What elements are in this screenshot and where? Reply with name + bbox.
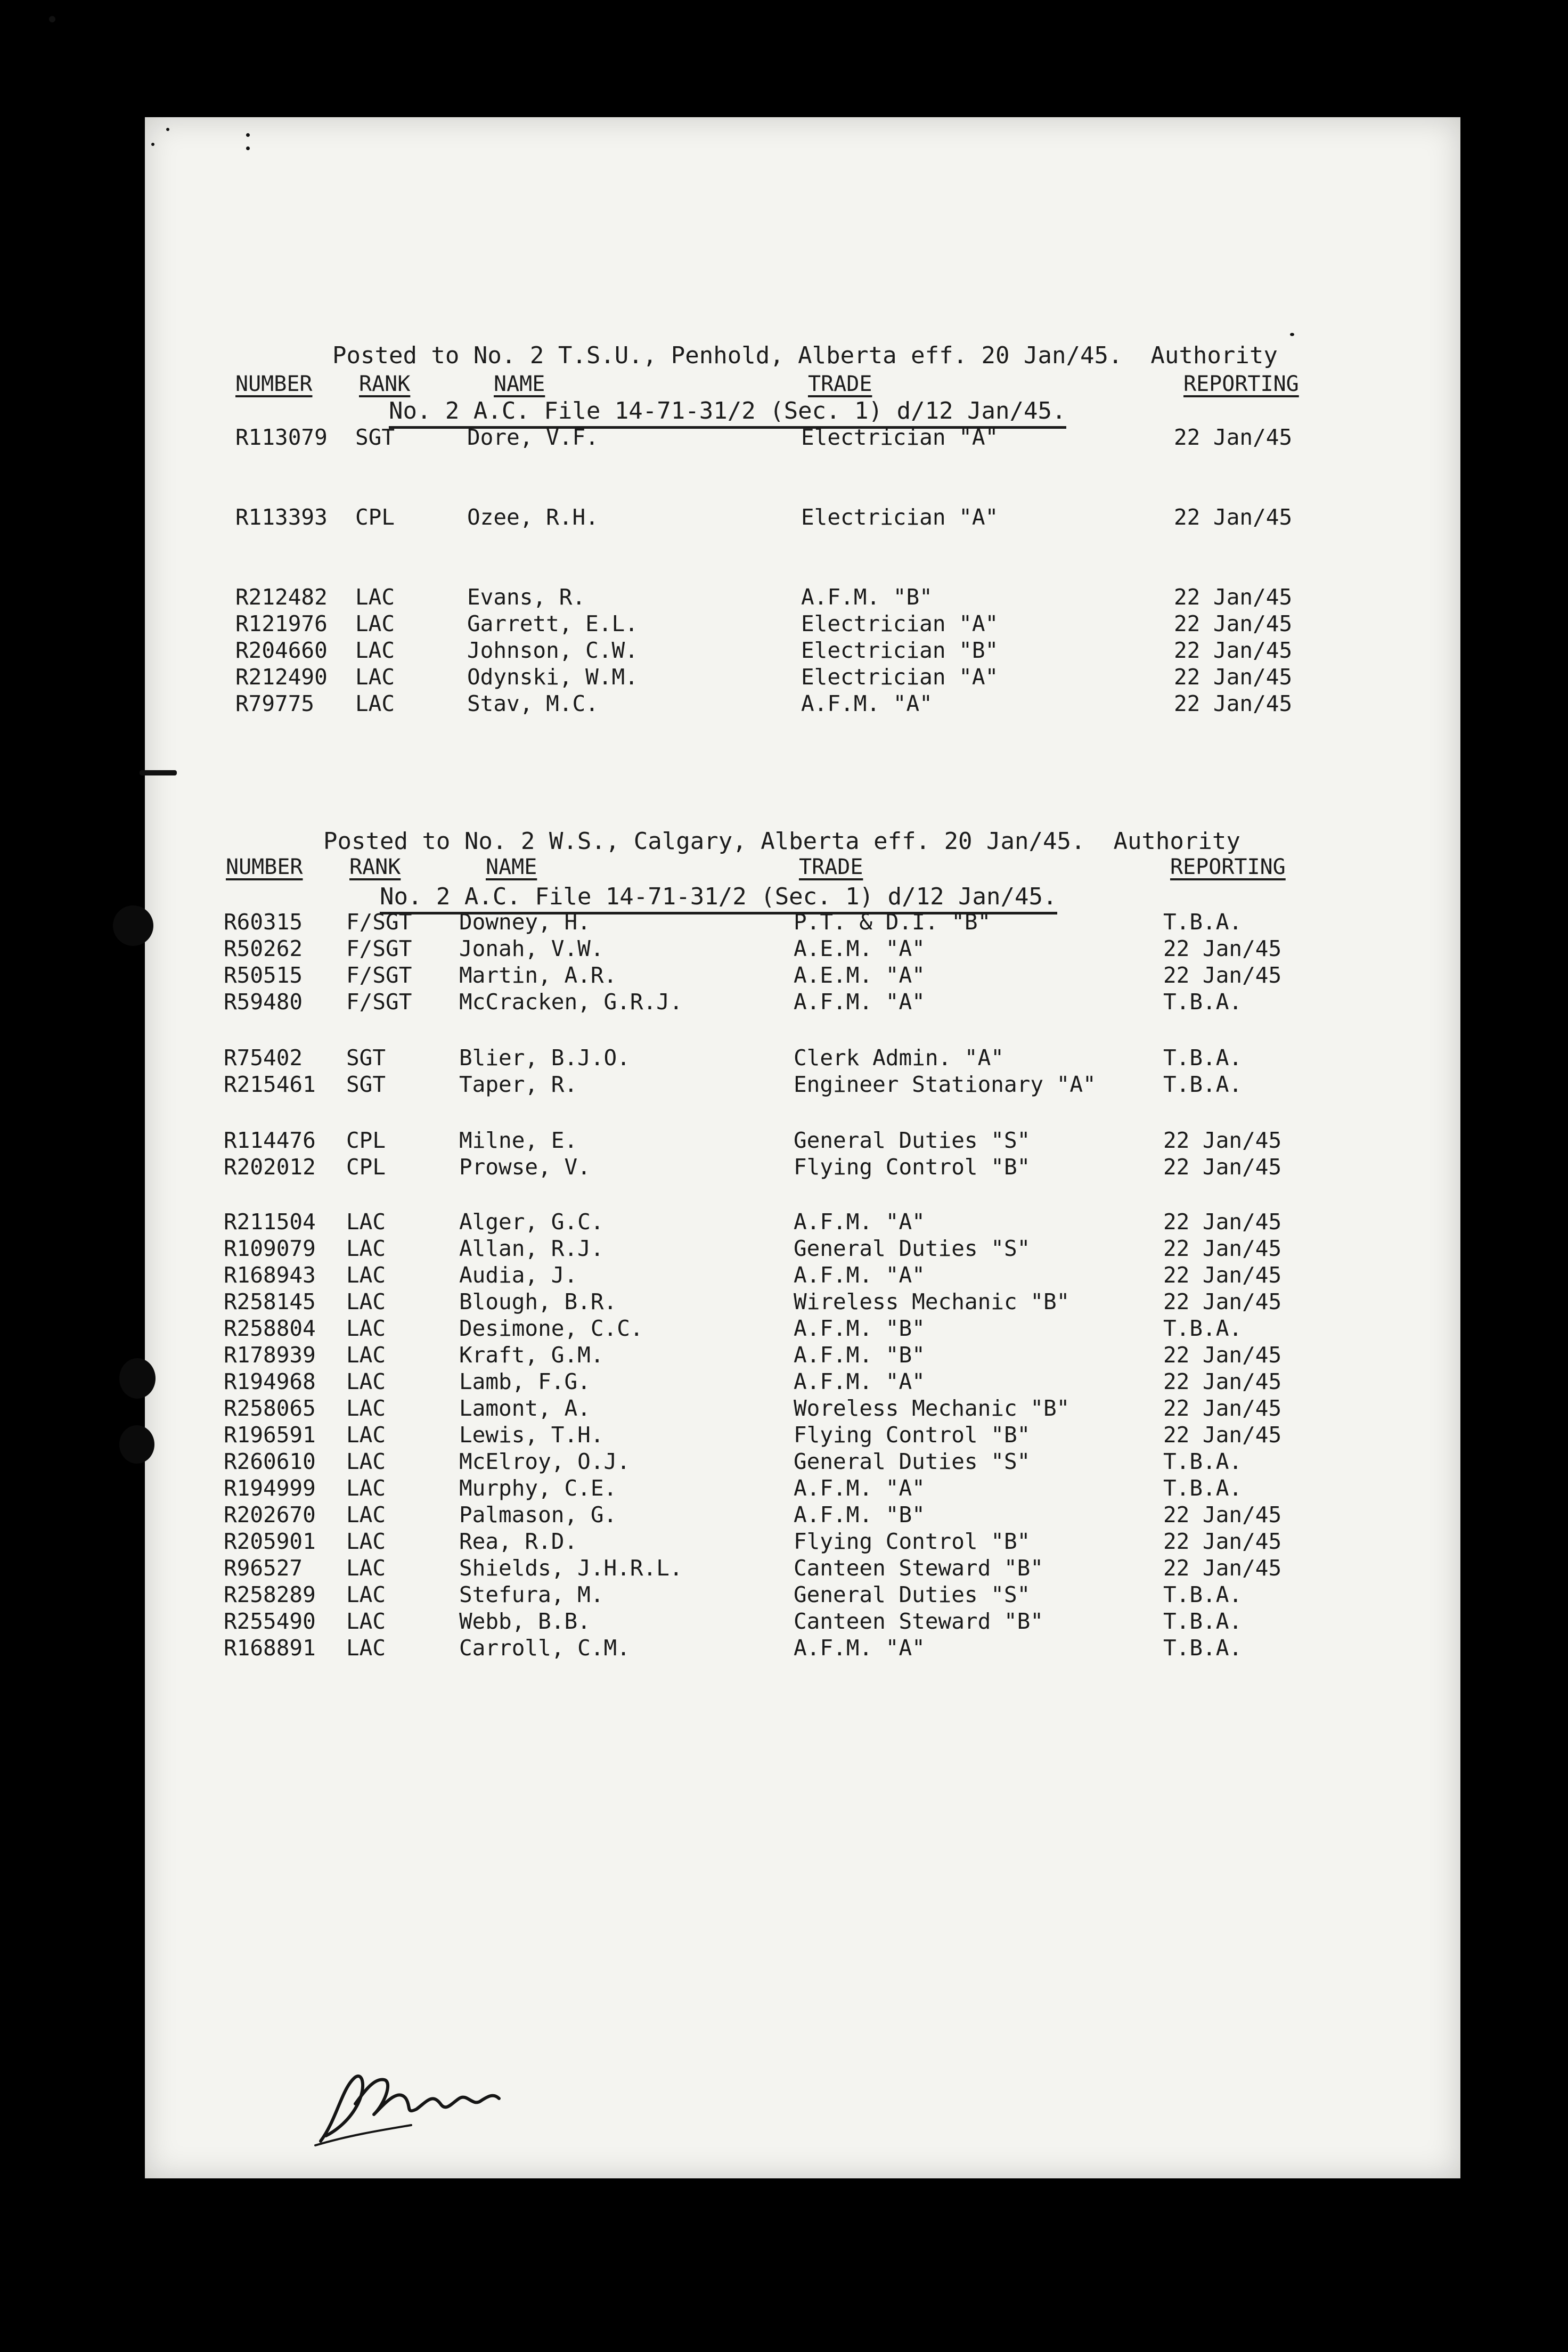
cell-trade: A.F.M. "B" bbox=[794, 1342, 925, 1368]
table-row bbox=[145, 636, 1460, 664]
cell-name: Downey, H. bbox=[459, 909, 591, 935]
cell-name: Murphy, C.E. bbox=[459, 1475, 617, 1501]
cell-trade: General Duties "S" bbox=[794, 1449, 1031, 1474]
cell-reporting: 22 Jan/45 bbox=[1163, 1529, 1282, 1554]
cell-name: McElroy, O.J. bbox=[459, 1449, 630, 1474]
cell-trade: Flying Control "B" bbox=[794, 1529, 1031, 1554]
cell-name: Evans, R. bbox=[467, 584, 586, 610]
cell-number: R114476 bbox=[224, 1128, 316, 1153]
cell-trade: A.F.M. "A" bbox=[801, 691, 933, 716]
cell-number: R79775 bbox=[235, 691, 315, 716]
cell-rank: LAC bbox=[346, 1209, 386, 1235]
cell-rank: LAC bbox=[355, 691, 395, 716]
cell-trade: A.E.M. "A" bbox=[794, 962, 925, 988]
cell-reporting: 22 Jan/45 bbox=[1163, 1422, 1282, 1448]
column-header-rank: RANK bbox=[359, 372, 411, 396]
cell-number: R260610 bbox=[224, 1449, 316, 1474]
cell-name: Lewis, T.H. bbox=[459, 1422, 604, 1448]
cell-trade: A.F.M. "A" bbox=[794, 1262, 925, 1288]
cell-number: R168943 bbox=[224, 1262, 316, 1288]
cell-rank: F/SGT bbox=[346, 962, 412, 988]
document-page bbox=[145, 117, 1460, 2178]
cell-reporting: 22 Jan/45 bbox=[1174, 504, 1293, 530]
cell-number: R178939 bbox=[224, 1342, 316, 1368]
cell-rank: LAC bbox=[346, 1555, 386, 1581]
table-row bbox=[145, 908, 1460, 936]
cell-number: R194999 bbox=[224, 1475, 316, 1501]
cell-name: Blough, B.R. bbox=[459, 1289, 617, 1314]
cell-reporting: 22 Jan/45 bbox=[1163, 1395, 1282, 1421]
cell-name: Alger, G.C. bbox=[459, 1209, 604, 1235]
column-header-trade: TRADE bbox=[799, 855, 863, 879]
cell-name: Prowse, V. bbox=[459, 1154, 591, 1180]
table-row bbox=[145, 1421, 1460, 1449]
table-row bbox=[145, 583, 1460, 611]
cell-reporting: 22 Jan/45 bbox=[1174, 691, 1293, 716]
column-header-name: NAME bbox=[486, 855, 537, 879]
cell-rank: F/SGT bbox=[346, 936, 412, 961]
paper-speck bbox=[246, 146, 250, 150]
cell-reporting: 22 Jan/45 bbox=[1174, 664, 1293, 690]
cell-trade: General Duties "S" bbox=[794, 1236, 1031, 1261]
cell-number: R168891 bbox=[224, 1635, 316, 1661]
cell-number: R202670 bbox=[224, 1502, 316, 1528]
table-row bbox=[145, 503, 1460, 531]
cell-name: Jonah, V.W. bbox=[459, 936, 604, 961]
cell-reporting: 22 Jan/45 bbox=[1174, 611, 1293, 636]
cell-name: Desimone, C.C. bbox=[459, 1316, 643, 1341]
cell-name: Blier, B.J.O. bbox=[459, 1045, 630, 1071]
table-row bbox=[145, 1235, 1460, 1262]
cell-reporting: 22 Jan/45 bbox=[1163, 1154, 1282, 1180]
cell-name: Martin, A.R. bbox=[459, 962, 617, 988]
cell-reporting: 22 Jan/45 bbox=[1163, 1289, 1282, 1314]
cell-rank: LAC bbox=[346, 1369, 386, 1394]
table-row bbox=[145, 1261, 1460, 1289]
cell-name: Milne, E. bbox=[459, 1128, 578, 1153]
cell-trade: A.F.M. "B" bbox=[801, 584, 933, 610]
paper-speck bbox=[151, 143, 154, 146]
section-1-heading-line1: Posted to No. 2 T.S.U., Penhold, Alberta eff. 20 Jan/45. Authority bbox=[332, 342, 1278, 369]
cell-trade: A.E.M. "A" bbox=[794, 936, 925, 961]
cell-number: R50262 bbox=[224, 936, 303, 961]
cell-trade: Engineer Stationary "A" bbox=[794, 1072, 1096, 1097]
table-row bbox=[145, 1126, 1460, 1154]
cell-rank: LAC bbox=[355, 611, 395, 636]
table-row bbox=[145, 1528, 1460, 1555]
cell-rank: SGT bbox=[355, 424, 395, 450]
cell-rank: LAC bbox=[346, 1635, 386, 1661]
cell-rank: LAC bbox=[355, 664, 395, 690]
cell-trade: Flying Control "B" bbox=[794, 1422, 1031, 1448]
cell-reporting: 22 Jan/45 bbox=[1163, 1209, 1282, 1235]
cell-reporting: 22 Jan/45 bbox=[1163, 1342, 1282, 1368]
cell-trade: A.F.M. "A" bbox=[794, 1475, 925, 1501]
cell-rank: F/SGT bbox=[346, 909, 412, 935]
cell-name: Stefura, M. bbox=[459, 1582, 604, 1607]
cell-rank: LAC bbox=[355, 584, 395, 610]
table-row bbox=[145, 1634, 1460, 1662]
column-header-number: NUMBER bbox=[226, 855, 303, 879]
cell-rank: LAC bbox=[346, 1316, 386, 1341]
cell-reporting: T.B.A. bbox=[1163, 1316, 1243, 1341]
cell-number: R194968 bbox=[224, 1369, 316, 1394]
cell-rank: CPL bbox=[346, 1154, 386, 1180]
cell-trade: A.F.M. "A" bbox=[794, 989, 925, 1015]
cell-name: Allan, R.J. bbox=[459, 1236, 604, 1261]
cell-rank: LAC bbox=[346, 1342, 386, 1368]
cell-trade: Electrician "A" bbox=[801, 424, 999, 450]
cell-number: R109079 bbox=[224, 1236, 316, 1261]
cell-rank: SGT bbox=[346, 1045, 386, 1071]
table-row bbox=[145, 1607, 1460, 1635]
cell-name: Lamb, F.G. bbox=[459, 1369, 591, 1394]
table-row bbox=[145, 1071, 1460, 1098]
cell-name: Shields, J.H.R.L. bbox=[459, 1555, 683, 1581]
cell-reporting: 22 Jan/45 bbox=[1163, 1236, 1282, 1261]
table-row bbox=[145, 1288, 1460, 1316]
column-header-name: NAME bbox=[494, 372, 545, 396]
table-row bbox=[145, 1501, 1460, 1529]
cell-reporting: T.B.A. bbox=[1163, 1045, 1243, 1071]
cell-rank: LAC bbox=[346, 1502, 386, 1528]
cell-trade: A.F.M. "A" bbox=[794, 1209, 925, 1235]
cell-number: R258804 bbox=[224, 1316, 316, 1341]
cell-trade: Electrician "A" bbox=[801, 611, 999, 636]
cell-number: R215461 bbox=[224, 1072, 316, 1097]
cell-number: R196591 bbox=[224, 1422, 316, 1448]
cell-name: Taper, R. bbox=[459, 1072, 578, 1097]
cell-number: R212490 bbox=[235, 664, 328, 690]
section-1-heading-line2: No. 2 A.C. File 14-71-31/2 (Sec. 1) d/12 Jan/45. bbox=[389, 397, 1066, 429]
ink-dash bbox=[140, 770, 177, 775]
cell-reporting: 22 Jan/45 bbox=[1163, 962, 1282, 988]
cell-number: R50515 bbox=[224, 962, 303, 988]
cell-trade: Wireless Mechanic "B" bbox=[794, 1289, 1070, 1314]
cell-trade: Electrician "B" bbox=[801, 638, 999, 663]
cell-number: R258065 bbox=[224, 1395, 316, 1421]
cell-reporting: 22 Jan/45 bbox=[1163, 1262, 1282, 1288]
cell-number: R204660 bbox=[235, 638, 328, 663]
cell-trade: A.F.M. "B" bbox=[794, 1316, 925, 1341]
table-row bbox=[145, 935, 1460, 962]
cell-reporting: T.B.A. bbox=[1163, 989, 1243, 1015]
cell-reporting: 22 Jan/45 bbox=[1163, 1502, 1282, 1528]
cell-number: R113393 bbox=[235, 504, 328, 530]
table-row bbox=[145, 610, 1460, 638]
cell-trade: Woreless Mechanic "B" bbox=[794, 1395, 1070, 1421]
cell-trade: Electrician "A" bbox=[801, 664, 999, 690]
cell-number: R255490 bbox=[224, 1608, 316, 1634]
cell-rank: LAC bbox=[346, 1475, 386, 1501]
cell-rank: LAC bbox=[346, 1422, 386, 1448]
cell-rank: CPL bbox=[355, 504, 395, 530]
cell-reporting: 22 Jan/45 bbox=[1163, 936, 1282, 961]
cell-trade: Clerk Admin. "A" bbox=[794, 1045, 1004, 1071]
cell-name: Kraft, G.M. bbox=[459, 1342, 604, 1368]
cell-reporting: T.B.A. bbox=[1163, 1475, 1243, 1501]
cell-name: Palmason, G. bbox=[459, 1502, 617, 1528]
cell-number: R113079 bbox=[235, 424, 328, 450]
table-row bbox=[145, 1314, 1460, 1342]
cell-name: Odynski, W.M. bbox=[467, 664, 638, 690]
cell-rank: LAC bbox=[346, 1395, 386, 1421]
cell-number: R205901 bbox=[224, 1529, 316, 1554]
cell-number: R211504 bbox=[224, 1209, 316, 1235]
table-row bbox=[145, 1394, 1460, 1422]
cell-reporting: 22 Jan/45 bbox=[1163, 1128, 1282, 1153]
section-2-heading-line1: Posted to No. 2 W.S., Calgary, Alberta eff. 20 Jan/45. Authority bbox=[323, 828, 1240, 855]
column-header-reporting: REPORTING bbox=[1170, 855, 1286, 879]
table-row bbox=[145, 1368, 1460, 1395]
table-row bbox=[145, 988, 1460, 1016]
table-row bbox=[145, 1208, 1460, 1236]
cell-number: R59480 bbox=[224, 989, 303, 1015]
cell-reporting: 22 Jan/45 bbox=[1174, 424, 1293, 450]
cell-reporting: T.B.A. bbox=[1163, 909, 1243, 935]
cell-rank: LAC bbox=[346, 1262, 386, 1288]
cell-name: Carroll, C.M. bbox=[459, 1635, 630, 1661]
cell-reporting: T.B.A. bbox=[1163, 1449, 1243, 1474]
cell-reporting: 22 Jan/45 bbox=[1174, 638, 1293, 663]
cell-name: Dore, V.F. bbox=[467, 424, 599, 450]
paper-speck bbox=[166, 128, 169, 131]
handwritten-signature bbox=[305, 2056, 507, 2152]
cell-rank: F/SGT bbox=[346, 989, 412, 1015]
table-row bbox=[145, 1581, 1460, 1608]
cell-name: Webb, B.B. bbox=[459, 1608, 591, 1634]
cell-rank: LAC bbox=[346, 1289, 386, 1314]
cell-trade: Canteen Steward "B" bbox=[794, 1608, 1043, 1634]
film-speck bbox=[49, 16, 55, 22]
table-row bbox=[145, 663, 1460, 691]
cell-trade: A.F.M. "A" bbox=[794, 1635, 925, 1661]
section-2-heading-line2: No. 2 A.C. File 14-71-31/2 (Sec. 1) d/12 Jan/45. bbox=[380, 883, 1057, 914]
table-row bbox=[145, 1153, 1460, 1181]
table-row bbox=[145, 1044, 1460, 1072]
cell-trade: General Duties "S" bbox=[794, 1128, 1031, 1153]
cell-name: McCracken, G.R.J. bbox=[459, 989, 683, 1015]
cell-rank: CPL bbox=[346, 1128, 386, 1153]
table-row bbox=[145, 1474, 1460, 1502]
cell-rank: LAC bbox=[346, 1236, 386, 1261]
cell-number: R258145 bbox=[224, 1289, 316, 1314]
cell-trade: A.F.M. "B" bbox=[794, 1502, 925, 1528]
table-row bbox=[145, 961, 1460, 989]
table-row bbox=[145, 1448, 1460, 1475]
paper-speck bbox=[1290, 333, 1294, 336]
table-row bbox=[145, 1554, 1460, 1582]
cell-number: R212482 bbox=[235, 584, 328, 610]
paper-speck bbox=[246, 133, 250, 137]
column-header-reporting: REPORTING bbox=[1183, 372, 1299, 396]
cell-reporting: T.B.A. bbox=[1163, 1072, 1243, 1097]
cell-trade: P.T. & D.I. "B" bbox=[794, 909, 991, 935]
table-row bbox=[145, 690, 1460, 717]
cell-reporting: 22 Jan/45 bbox=[1174, 584, 1293, 610]
cell-trade: Canteen Steward "B" bbox=[794, 1555, 1043, 1581]
cell-trade: A.F.M. "A" bbox=[794, 1369, 925, 1394]
cell-reporting: T.B.A. bbox=[1163, 1608, 1243, 1634]
cell-rank: LAC bbox=[346, 1529, 386, 1554]
cell-number: R75402 bbox=[224, 1045, 303, 1071]
cell-trade: Electrician "A" bbox=[801, 504, 999, 530]
cell-name: Audia, J. bbox=[459, 1262, 578, 1288]
cell-rank: LAC bbox=[346, 1582, 386, 1607]
cell-trade: Flying Control "B" bbox=[794, 1154, 1031, 1180]
cell-rank: SGT bbox=[346, 1072, 386, 1097]
cell-name: Johnson, C.W. bbox=[467, 638, 638, 663]
cell-name: Rea, R.D. bbox=[459, 1529, 578, 1554]
cell-name: Lamont, A. bbox=[459, 1395, 591, 1421]
table-row bbox=[145, 423, 1460, 451]
column-header-rank: RANK bbox=[349, 855, 401, 879]
column-header-trade: TRADE bbox=[808, 372, 872, 396]
column-header-number: NUMBER bbox=[235, 372, 313, 396]
cell-number: R60315 bbox=[224, 909, 303, 935]
cell-reporting: 22 Jan/45 bbox=[1163, 1555, 1282, 1581]
cell-rank: LAC bbox=[346, 1449, 386, 1474]
cell-name: Stav, M.C. bbox=[467, 691, 599, 716]
cell-trade: General Duties "S" bbox=[794, 1582, 1031, 1607]
cell-number: R121976 bbox=[235, 611, 328, 636]
cell-number: R96527 bbox=[224, 1555, 303, 1581]
cell-number: R202012 bbox=[224, 1154, 316, 1180]
cell-reporting: 22 Jan/45 bbox=[1163, 1369, 1282, 1394]
cell-reporting: T.B.A. bbox=[1163, 1582, 1243, 1607]
cell-number: R258289 bbox=[224, 1582, 316, 1607]
cell-name: Garrett, E.L. bbox=[467, 611, 638, 636]
table-row bbox=[145, 1341, 1460, 1369]
cell-reporting: T.B.A. bbox=[1163, 1635, 1243, 1661]
cell-name: Ozee, R.H. bbox=[467, 504, 599, 530]
cell-rank: LAC bbox=[355, 638, 395, 663]
cell-rank: LAC bbox=[346, 1608, 386, 1634]
